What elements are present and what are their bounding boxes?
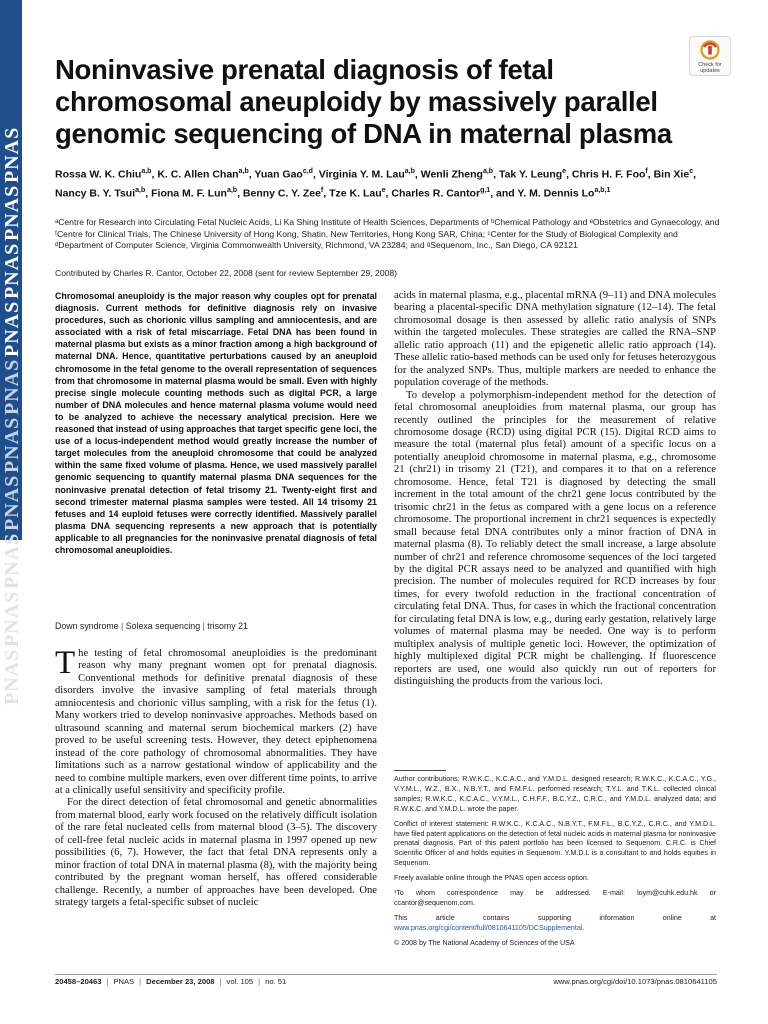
footer-volume: vol. 105 [226, 977, 254, 986]
journal-side-word: PNAS [1, 358, 23, 415]
body-paragraph: For the direct detection of fetal chromosomal and genetic abnormalities from maternal blood, early work focused on the relatively difficult isolation of the rare fetal nucleated cells from maternal blood (3–5). The discovery of cell-free fetal nucleic acids in maternal plasma in 1997 opened up new possibilities (6, 7). However, the fact that fetal DNA represents only a minor fraction of total DNA in maternal plasma (8), with the majority being contributed by the pregnant woman herself, has offered considerable challenge. Recently, a number of approaches have been developed. One strategy targets a fetal-specific subset of nucleic [55, 797, 377, 909]
body-column-right [394, 290, 716, 689]
author-affiliation-marker: g,1 [480, 186, 491, 194]
footnote-conflict-of-interest: Conflict of interest statement: R.W.K.C., K.C.A.C., N.B.Y.T., F.M.F.L., B.C.Y.Z., C.R.C., and Y.M.D.L. have filed patent applications on the detection of fetal nucleic acids in maternal plasma for noninvasive prenatal diagnosis. Part of this patent portfolio has been licensed to Sequenom. C.R.C. is Chief Scientific Officer of and holds equities in Sequenom. Y.M.D.L is a consultant to and holds equities in Sequenom. [394, 819, 716, 868]
footnotes [394, 775, 716, 954]
footer-date: December 23, 2008 [146, 977, 215, 986]
author-affiliation-marker: a,b,1 [594, 186, 611, 194]
journal-side-word: PNAS [1, 648, 23, 705]
footer-journal: PNAS [113, 977, 135, 986]
author-list: Rossa W. K. Chiu$^{a,b}$, K. C. Allen Chan$^{a,b}$, Yuan Gao$^{c,d}$, Virginia Y. M. Lau$^{a,b}$, Wenli Zheng$^{a,b}$, Tak Y. Leung$^e$, Chris H. F. Foo$^f$, Bin Xie$^c$, Nancy B. Y. Tsui$^{a,b}$, Fiona M. F. Lun$^{a,b}$, Benny C. Y. Zee$^f$, Tze K. Lau$^e$, Charles R. Cantor$^{g,1}$, and Y. M. Dennis Lo$^{a,b,1}$ [55, 168, 697, 199]
author-name: Benny C. Y. Zee [242, 187, 321, 199]
journal-side-word: PNAS [1, 184, 23, 241]
footer-doi[interactable]: www.pnas.org/cgi/doi/10.1073/pnas.0810641105 [553, 977, 717, 986]
keyword: trisomy 21 [207, 621, 248, 631]
body-paragraph: To develop a polymorphism-independent method for the detection of fetal chromosomal aneuploidies from maternal plasma, our group has recently outlined the principles for the measurement of relative chromosome dosage (RCD) using digital PCR (15). Digital RCD aims to measure the total (maternal plus fetal) amount of a specific locus on a potentially aneuploid chromosome in maternal plasma, e.g., chromosome 21 (chr21) in trisomy 21 (T21), and compares it to that on a reference chromosome. Hence, fetal T21 is diagnosed by detecting the small increment in the total amount of the chr21 gene locus contributed by the trisomic chr21 in the fetus as compared with a gene locus on a reference chromosome. The proportional increment in chr21 sequences is expectedly small because fetal DNA contributes only a minor fraction of DNA in maternal plasma (8). To reliably detect the small increase, a large absolute number of chr21 and reference chromosome sequences of the loci targeted by the digital PCR assays need to be analyzed and quantified with high precision. The number of molecules required for RCD increases by four times, for every twofold reduction in the fractional concentration of circulating fetal DNA. Thus, for cases in which the fractional concentration for circulating fetal DNA is low, e.g., during early gestation, relatively large volumes of maternal plasma may be needed. One way is to perform multiplex analysis of multiple genetic loci. However, the optimization of highly multiplexed digital PCR might be challenging. If fluorescence reporters are used, one would also quickly run out of reporters for distinguishing the products from the various loci. [394, 389, 716, 688]
author-affiliation-marker: a,b [226, 186, 238, 194]
body-column-left [55, 645, 377, 910]
keyword: Solexa sequencing [125, 621, 201, 631]
journal-side-word: PNAS [1, 126, 23, 183]
keywords: Down syndrome | Solexa sequencing | trisomy 21 [55, 621, 248, 631]
author-name: Charles R. Cantor [391, 187, 481, 199]
author-affiliation-marker: f [320, 186, 324, 194]
author-affiliation-marker: c,d [302, 168, 313, 175]
author-name: Tak Y. Leung [498, 168, 563, 181]
author-name: Chris H. F. Foo [571, 168, 646, 181]
footnote-open-access: Freely available online through the PNAS open access option. [394, 874, 589, 883]
drop-cap: T [55, 645, 76, 681]
abstract: Chromosomal aneuploidy is the major reason why couples opt for prenatal diagnosis. Current methods for definitive diagnosis rely on invasive procedures, such as chorionic villus sampling and amniocentesis, and are associated with a risk of fetal miscarriage. Fetal DNA has been found in maternal plasma but exists as a minor fraction among a high background of maternal DNA. Hence, quantitative perturbations caused by an aneuploid chromosome in the fetal genome to the overall representation of sequences from that chromosome in maternal plasma would be small. Even with highly precise single molecule counting methods such as digital PCR, a large number of DNA molecules and hence maternal plasma volume would need to be analyzed to achieve the necessary analytical precision. Here we reasoned that instead of using approaches that target specific gene loci, the use of a locus-independent method would greatly increase the number of target molecules from the aneuploid chromosome that could be analyzed within the same fixed volume of plasma. Hence, we used massively parallel genomic sequencing to quantify maternal plasma DNA sequences for the noninvasive prenatal detection of fetal trisomy 21. Twenty-eight first and second trimester maternal plasma samples were tested. All 14 trisomy 21 fetuses and 14 euploid fetuses were correctly identified. Massively parallel plasma DNA sequencing represents a new approach that is potentially applicable to all pregnancies for the noninvasive prenatal diagnosis of fetal chromosomal aneuploidies. [55, 291, 377, 555]
author-affiliation-marker: f [645, 168, 648, 175]
check-for-updates-label: Check for updates [698, 62, 722, 74]
author-affiliation-marker: e [562, 168, 567, 175]
footnote-correspondence: ¹To whom correspondence may be addressed. E-mail: loym@cuhk.edu.hk or ccantor@sequenom.com. [394, 889, 716, 907]
footnote-rule [394, 770, 446, 771]
footnote-supporting-info: This article contains supporting information online at www.pnas.org/cgi/content/full/0810641105/DCSupplemental. [394, 913, 716, 932]
author-name: Nancy B. Y. Tsui [55, 187, 136, 199]
author-name: Bin Xie [653, 168, 690, 181]
author-affiliation-marker: a,b [238, 168, 249, 175]
author-affiliation-marker: c [689, 168, 694, 175]
author-affiliation-marker: e [381, 186, 386, 194]
author-affiliation-marker: a,b [135, 186, 146, 194]
footnote-copyright: © 2008 by The National Academy of Sciences of the USA [394, 938, 575, 947]
author-name: Yuan Gao [254, 168, 303, 181]
author-name: Wenli Zheng [420, 168, 483, 181]
author-name: Y. M. Dennis Lo [517, 187, 595, 199]
journal-side-word: PNAS [1, 416, 23, 473]
author-affiliation-marker: a,b [141, 168, 152, 175]
contributed-by-line: Contributed by Charles R. Cantor, October 22, 2008 (sent for review September 29, 2008) [55, 268, 398, 278]
body-paragraph: The testing of fetal chromosomal aneuploidies is the predominant reason why many pregnant women opt for prenatal diagnosis. Conventional methods for definitive prenatal diagnosis of these disorders involve the invasive sampling of fetal materials through amniocentesis and chorionic villus sampling, with a risk for the fetus (1). Many workers tried to develop noninvasive approaches. Methods based on ultrasound scanning and maternal serum biochemical markers (2) have proved to be useful screening tests. However, they detect epiphenomena instead of the core pathology of chromosomal abnormalities. They have limitations such as a narrow gestational window of applicability and the need to combine multiple markers, even over different time points, to arrive at a clinically useful sensitivity and specificity profile. [55, 645, 377, 796]
journal-side-word: PNAS [1, 590, 23, 647]
author-affiliation-marker: a,b [482, 168, 494, 175]
journal-side-word: PNAS [1, 242, 23, 299]
article-title: Noninvasive prenatal diagnosis of fetal chromosomal aneuploidy by massively parallel genomic sequencing of DNA in maternal plasma [55, 54, 672, 149]
keyword: Down syndrome [55, 621, 119, 631]
footer-rule [55, 974, 717, 975]
footnote-author-contributions: Author contributions: R.W.K.C., K.C.A.C., and Y.M.D.L. designed research; R.W.K.C., K.C.A.C., Y.G., V.Y.M.L., W.Z., B.X., N.B.Y.T., and F.M.F.L. performed research; T.Y.L. and T.K.L. collected clinical samples; R.W.K.C., K.C.A.C., V.Y.M.L., C.H.F.F., B.C.Y.Z., C.R.C., and Y.M.D.L. analyzed data; and R.W.K.C. and Y.M.D.L. wrote the paper. [394, 775, 716, 813]
author-name: Rossa W. K. Chiu [55, 168, 142, 181]
author-name: Tze K. Lau [329, 187, 382, 199]
author-affiliation-marker: a,b [404, 168, 415, 175]
journal-side-word: PNAS [1, 474, 23, 531]
body-paragraph: acids in maternal plasma, e.g., placental mRNA (9–11) and DNA molecules bearing a placental-specific DNA methylation signature (12–14). The fetal chromosomal dosage is then assessed by allelic ratio analysis of SNPs within the targeted molecules. These strategies are called the RNA–SNP allelic ratio approach (11) and the epigenetic allelic ratio approach (14). These allelic ratio-based methods can be used only for fetuses heterozygous for the analyzed SNPs. Thus, multiple markers are needed to enhance the population coverage of the methods. [394, 290, 716, 389]
author-name: Virginia Y. M. Lau [318, 168, 405, 181]
author-name: Fiona M. F. Lun [151, 187, 227, 199]
footer-citation: 20458–20463 | PNAS | December 23, 2008 | vol. 105 | no. 51 [55, 977, 287, 986]
footer-pages: 20458–20463 [55, 977, 102, 986]
journal-side-label [0, 0, 23, 705]
journal-side-word: PNAS [1, 532, 23, 589]
supporting-info-link[interactable]: www.pnas.org/cgi/content/full/0810641105/DCSupplemental [394, 923, 583, 932]
journal-side-word: PNAS [1, 300, 23, 357]
author-name: K. C. Allen Chan [157, 168, 239, 181]
affiliations: ᵃCentre for Research into Circulating Fetal Nucleic Acids, Li Ka Shing Institute of Health Sciences, Departments of ᵇChemical Pathology and ᵉObstetrics and Gynaecology, and ᶠCentre for Clinical Trials, The Chinese University of Hong Kong, Shatin, New Territories, Hong Kong SAR, China; ᶜCenter for the Study of Biological Complexity and ᵈDepartment of Computer Science, Virginia Commonwealth University, Richmond, VA 23284; and ᵍSequenom, Inc., San Diego, CA 92121 [55, 217, 720, 250]
footer-issue: no. 51 [265, 977, 287, 986]
